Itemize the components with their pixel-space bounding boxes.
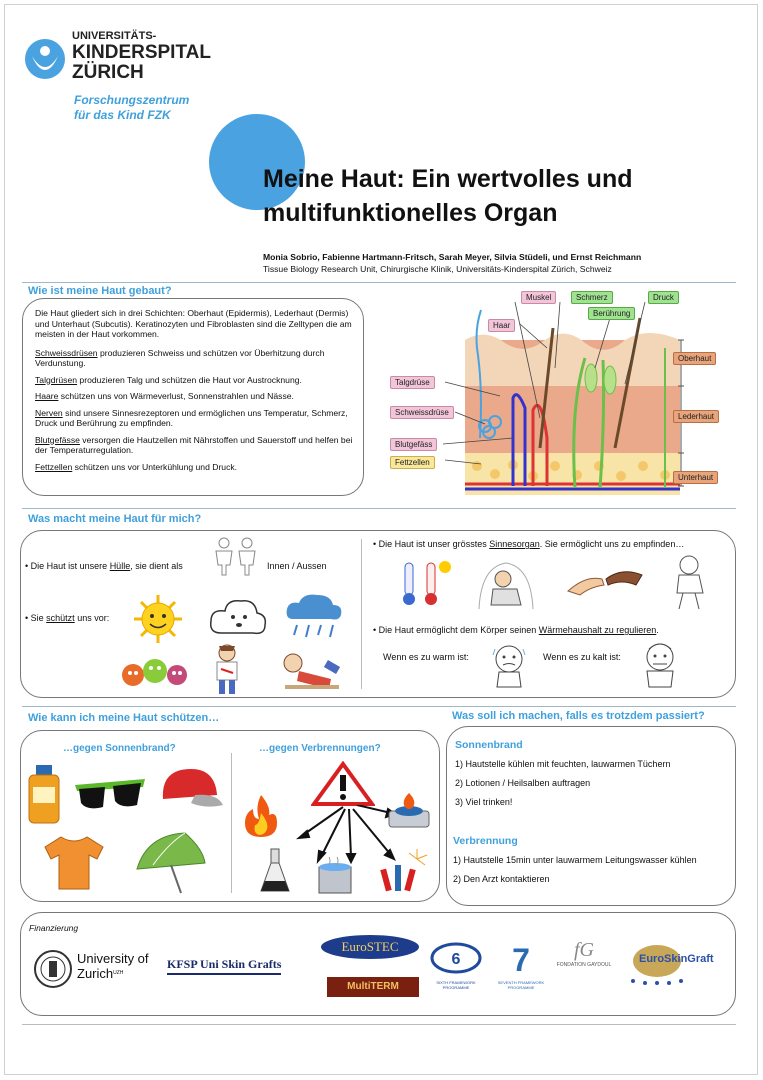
section2-title: Was macht meine Haut für mich? [28, 513, 202, 525]
germs-icon [119, 653, 189, 698]
hot-pot-icon [315, 855, 355, 900]
schutz-post: uns vor: [74, 613, 110, 623]
sinne-text [373, 539, 684, 550]
research-center [74, 93, 189, 123]
uzh-name [77, 951, 149, 981]
label-unterhaut: Unterhaut [673, 471, 718, 484]
skin-intro: Die Haut gliedert sich in drei Schichten: Oberhaut (Epidermis), Lederhaut (Dermis) und Unterhaut (Subcutis). Keratinozyten und Fibroblasten sind die Zelltypen die am meisten in der Haut vorkommen. [35, 308, 352, 339]
section1-title: Wie ist meine Haut gebaut? [28, 285, 172, 297]
verbrennungen-head: …gegen Verbrennungen? [259, 743, 381, 754]
title-line2: multifunktionelles Organ [263, 199, 558, 227]
svg-text:7: 7 [512, 942, 530, 975]
fire-icon [241, 793, 281, 844]
injured-kid-icon [203, 643, 251, 700]
skin-diagram [385, 288, 735, 498]
term-sebaceous: Talgdrüsen [35, 374, 78, 385]
item-sebaceous [35, 375, 353, 386]
schutz-pre: • Sie [25, 613, 47, 623]
hospital-logo [24, 38, 66, 80]
label-fettzellen: Fettzellen [390, 456, 435, 469]
divider-2 [22, 508, 736, 509]
schutz-term: schützt [46, 613, 75, 623]
research-line1: Forschungszentrum [74, 93, 190, 107]
label-talgdruese: Talgdrüse [390, 376, 435, 389]
hospital-line1: UNIVERSITÄTS- [72, 30, 157, 42]
uzh-line2 [77, 966, 149, 981]
sunglasses-icon [73, 777, 147, 820]
kid-pain-icon [473, 557, 539, 618]
rain-cloud-icon [283, 593, 345, 648]
text-vessels: versorgen die Hautzellen mit Nährstoffen und Sauerstoff und helfen bei der Temperaturregulation. [35, 434, 353, 455]
affiliation: Tissue Biology Research Unit, Chirurgische Klinik, Universitäts-Kinderspital Zürich, Schweiz [263, 264, 612, 274]
label-schmerz: Schmerz [571, 291, 613, 304]
tshirt-icon [43, 833, 105, 896]
seventh-text: SEVENTH FRAMEWORK PROGRAMME [497, 980, 545, 990]
term-sweat: Schweissdrüsen [35, 347, 98, 358]
huelle-term: Hülle [109, 561, 131, 571]
sunscreen-icon [27, 763, 61, 830]
bottom-divider [22, 1024, 736, 1025]
waerme-post: . [656, 625, 659, 635]
item-fat [35, 462, 353, 473]
waerme-text [373, 625, 659, 636]
text-sebaceous: produzieren Talg und schützen die Haut vor Austrocknung. [77, 374, 302, 385]
hospital-line2: KINDERSPITAL [72, 42, 211, 63]
innen-aussen: Innen / Aussen [267, 561, 327, 571]
warm-text: Wenn es zu warm ist: [383, 652, 469, 662]
item-nerves [35, 408, 353, 429]
uzh-logo [33, 949, 73, 994]
eurostec-logo: EuroSTEC [321, 935, 419, 959]
protection-divider [231, 753, 232, 893]
uzh-zurich: Zurich [77, 966, 114, 981]
research-line2: für das Kind FZK [74, 108, 171, 122]
divider-1 [22, 282, 736, 283]
thermometer-icon [397, 559, 453, 612]
text-nerves: sind unsere Sinnesrezeptoren und ermöglichen uns Temperatur, Schmerz, Druck und Berührung zu empfinden. [35, 407, 348, 428]
hospital-line3: ZÜRICH [72, 62, 144, 83]
aid-verbrennung-head: Verbrennung [453, 835, 518, 847]
scared-kid-icon [667, 553, 713, 616]
funding-label: Finanzierung [29, 923, 79, 933]
body-outline-icon [213, 537, 259, 582]
svg-text:6: 6 [451, 951, 461, 968]
waerme-pre: • Die Haut ermöglicht dem Körper seinen [373, 625, 539, 635]
gaydoul-logo [551, 939, 617, 968]
gaydoul-mark: fG [574, 939, 594, 961]
label-oberhaut: Oberhaut [673, 352, 716, 365]
huelle-text [25, 561, 183, 572]
gaydoul-text: FONDATION GAYDOUL [556, 962, 612, 968]
label-druck: Druck [648, 291, 679, 304]
fireworks-icon [373, 847, 433, 900]
cold-face-icon [639, 639, 681, 694]
sinne-term: Sinnesorgan [489, 539, 540, 549]
aid-sonnenbrand-2: 2) Lotionen / Heilsalben auftragen [455, 778, 591, 788]
stove-icon [387, 791, 431, 834]
functions-box [20, 530, 736, 698]
title-line1: Meine Haut: Ein wertvolles und [263, 165, 633, 193]
term-hair: Haare [35, 391, 59, 401]
uzh-line1: University of [77, 951, 149, 966]
label-beruehrung: Berührung [588, 307, 635, 320]
aid-sonnenbrand-3: 3) Viel trinken! [455, 797, 513, 807]
schutz-text [25, 613, 109, 624]
sixth-text: SIXTH FRAMEWORK PROGRAMME [436, 980, 476, 990]
label-schweissdruese: Schweissdrüse [390, 406, 454, 419]
huelle-pre: • Die Haut ist unsere [25, 561, 110, 571]
sinne-post: . Sie ermöglicht uns zu empfinden… [539, 539, 685, 549]
term-fat: Fettzellen [35, 461, 73, 472]
fallen-kid-icon [279, 649, 343, 700]
divider-3 [22, 706, 736, 707]
sonnenbrand-head: …gegen Sonnenbrand? [63, 743, 176, 754]
euroskingraft-text: EuroSkinGraft [639, 953, 714, 965]
section4-title: Was soll ich machen, falls es trotzdem passiert? [452, 710, 705, 722]
hands-touch-icon [566, 561, 644, 608]
sun-icon [129, 593, 187, 650]
multiterm-logo: MultiTERM [327, 977, 419, 997]
hospital-name [72, 30, 211, 82]
item-sweat [35, 348, 353, 369]
item-vessels [35, 435, 353, 456]
chemical-icon [257, 847, 293, 900]
label-blutgefaess: Blutgefäss [390, 438, 437, 451]
aid-verbrennung-1: 1) Hautstelle 15min unter lauwarmem Leitungswasser kühlen [453, 855, 697, 865]
text-fat: schützen uns vor Unterkühlung und Druck. [72, 461, 238, 472]
authors: Monia Sobrio, Fabienne Hartmann-Fritsch, Sarah Meyer, Silvia Stüdeli, und Ernst Reichmann [263, 252, 642, 262]
text-hair: schützen uns von Wärmeverlust, Sonnenstrahlen und Nässe. [58, 391, 294, 401]
seventh-framework-logo [493, 941, 549, 990]
cap-icon [157, 765, 225, 816]
item-hair [35, 391, 353, 402]
umbrella-icon [133, 829, 209, 900]
section3-title: Wie kann ich meine Haut schützen… [28, 712, 220, 724]
kalt-text: Wenn es zu kalt ist: [543, 652, 621, 662]
huelle-post: , sie dient als [130, 561, 183, 571]
label-lederhaut: Lederhaut [673, 410, 719, 423]
functions-divider [361, 539, 362, 689]
label-haar: Haar [488, 319, 515, 332]
first-aid-box [446, 726, 736, 906]
funding-box [20, 912, 736, 1016]
uzh-suffix: UZH [113, 970, 124, 976]
euroskingraft-logo [619, 941, 731, 985]
hot-face-icon [489, 641, 529, 694]
aid-sonnenbrand-head: Sonnenbrand [455, 739, 523, 751]
text-sweat: produzieren Schweiss und schützen vor Überhitzung durch Verdunstung. [35, 347, 325, 368]
skin-structure-box [22, 298, 364, 496]
wind-cloud-icon [207, 595, 269, 646]
aid-verbrennung-2: 2) Den Arzt kontaktieren [453, 874, 550, 884]
waerme-term: Wärmehaushalt zu regulieren [538, 625, 657, 635]
label-muskel: Muskel [521, 291, 556, 304]
aid-sonnenbrand-1: 1) Hautstelle kühlen mit feuchten, lauwarmen Tüchern [455, 759, 671, 769]
poster-title [263, 162, 633, 230]
term-nerves: Nerven [35, 407, 63, 418]
kfsp-logo: KFSP Uni Skin Grafts [167, 957, 281, 975]
term-vessels: Blutgefässe [35, 434, 80, 445]
protection-box [20, 730, 440, 902]
sixth-framework-logo [429, 941, 483, 990]
sinne-pre: • Die Haut ist unser grösstes [373, 539, 490, 549]
